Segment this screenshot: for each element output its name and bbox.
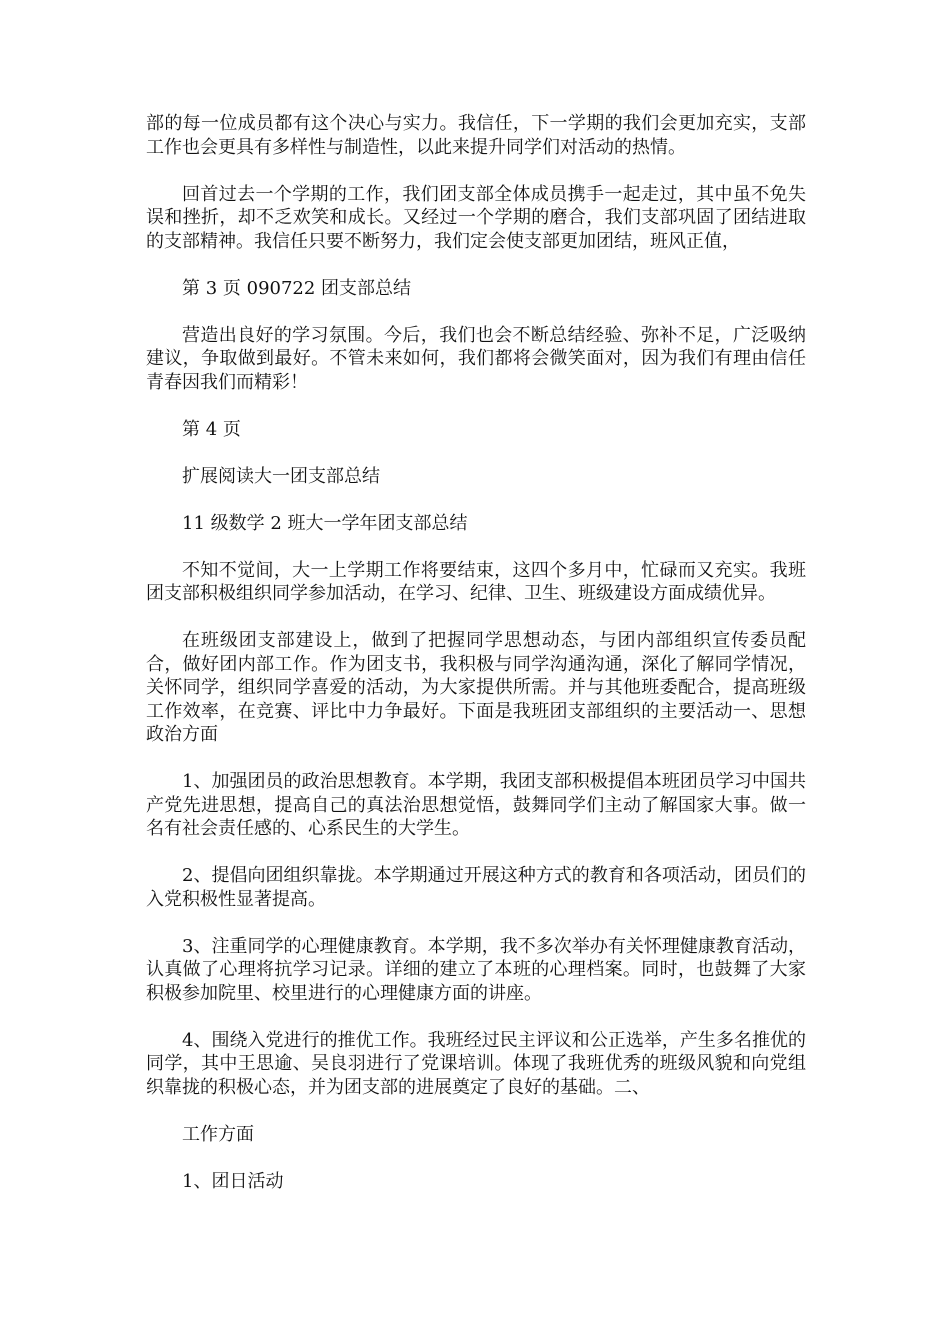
paragraph-branch-building: 在班级团支部建设上，做到了把握同学思想动态，与团内部组织宣传委员配合，做好团内部工作。作为团支书，我积极与同学沟通沟通，深化了解同学情况，关怀同学，组织同学喜爱的活动，为大家提供所需。并与其他班委配合，提高班级工作效率，在竞赛、评比中力争最好。下面是我班团支部组织的主要活动一、思想政治方面 (146, 630, 806, 745)
paragraph-intro: 不知不觉间，大一上学期工作将要结束，这四个多月中，忙碌而又充实。我班团支部积极组织同学参加活动，在学习、纪律、卫生、班级建设方面成绩优异。 (146, 559, 806, 604)
list-item-3: 3、注重同学的心理健康教育。本学期，我不多次举办有关怀理健康教育活动，认真做了心理将抗学习记录。详细的建立了本班的心理档案。同时，也鼓舞了大家积极参加院里、校里进行的心理健康方面的讲座。 (146, 935, 806, 1004)
list-item-2: 2、提倡向团组织靠拢。本学期通过开展这种方式的教育和各项活动，团员们的入党积极性显著提高。 (146, 865, 806, 910)
section-heading-extended-reading: 扩展阅读大一团支部总结 (182, 465, 380, 487)
page-marker-3: 第 3 页 090722 团支部总结 (182, 277, 412, 299)
document-page (146, 112, 806, 1217)
list-item-1: 1、加强团员的政治思想教育。本学期，我团支部积极提倡本班团员学习中国共产党先进思想，提高自己的真法治思想觉悟，鼓舞同学们主动了解国家大事。做一名有社会责任感的、心系民生的大学生。 (146, 771, 806, 839)
page-marker-4: 第 4 页 (182, 418, 241, 440)
list-item-4: 4、围绕入党进行的推优工作。我班经过民主评议和公正选举，产生多名推优的同学，其中王思逾、吴良羽进行了党课培训。体现了我班优秀的班级风貌和向党组织靠拢的积极心态，并为团支部的进展奠定了良好的基础。二、 (146, 1029, 806, 1098)
paragraph-review: 回首过去一个学期的工作，我们团支部全体成员携手一起走过，其中虽不免失误和挫折，却不乏欢笑和成长。又经过一个学期的磨合，我们支部巩固了团结进取的支部精神。我信任只要不断努力，我们定会使支部更加团结，班风正值， (146, 183, 806, 252)
paragraph-conclusion: 营造出良好的学习氛围。今后，我们也会不断总结经验、弥补不足，广泛吸纳建议，争取做到最好。不管未来如何，我们都将会微笑面对，因为我们有理由信任青春因我们而精彩！ (146, 324, 806, 393)
subsection-heading-league-day: 1、团日活动 (182, 1170, 284, 1192)
paragraph-continuation: 部的每一位成员都有这个决心与实力。我信任，下一学期的我们会更加充实，支部工作也会更具有多样性与制造性，以此来提升同学们对活动的热情。 (146, 113, 806, 158)
document-title: 11 级数学 2 班大一学年团支部总结 (182, 512, 468, 534)
section-heading-work: 工作方面 (182, 1123, 254, 1145)
